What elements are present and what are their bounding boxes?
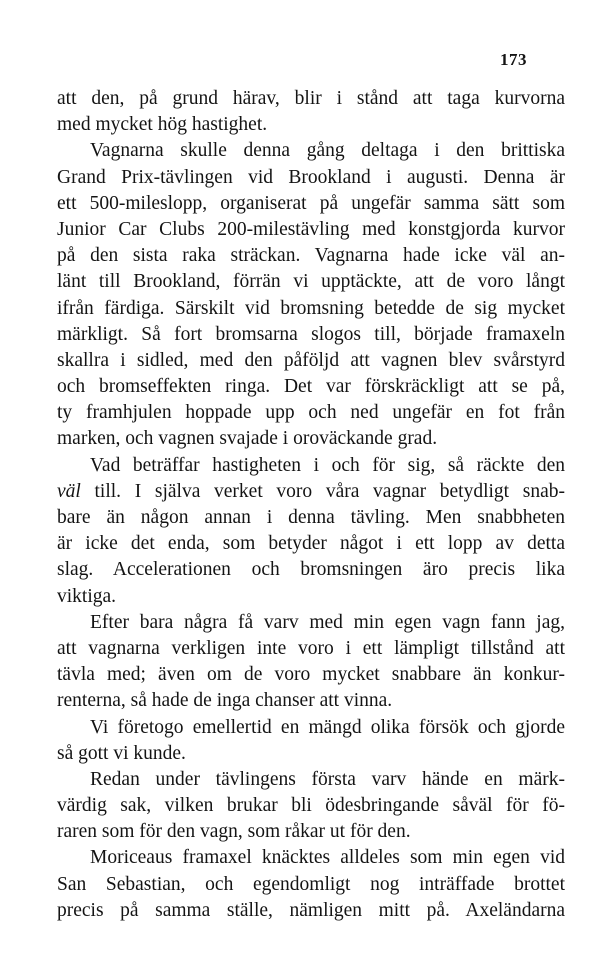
text-line: att vagnarna verkligen inte voro i ett lämpligt tillstånd att: [57, 637, 565, 659]
body-text: [57, 86, 565, 924]
text-line: med mycket hög hastighet.: [57, 114, 268, 136]
text-line: skallra i sidled, med den påföljd att vagnen blev svårstyrd: [57, 349, 565, 371]
text-line: bare än någon annan i denna tävling. Men snabbheten: [57, 507, 565, 528]
text-line: att den, på grund härav, blir i stånd att taga kurvorna: [57, 88, 565, 109]
text-line: tävla med; även om de voro mycket snabbare än konkur-: [57, 664, 565, 686]
text-line: Moriceaus framaxel knäcktes alldeles som min egen vid: [90, 847, 565, 869]
text-line: slag. Accelerationen och bromsningen äro precis lika: [57, 559, 565, 581]
text-line: ty framhjulen hoppade upp och ned ungefär en fot från: [57, 402, 565, 424]
text-line: så gott vi kunde.: [57, 742, 186, 764]
text-line: Vi företogo emellertid en mängd olika försök och gjorde: [90, 716, 565, 738]
text-line: precis på samma ställe, nämligen mitt på. Axeländarna: [57, 899, 565, 921]
text-line: Redan under tävlingens första varv hände en märk-: [90, 768, 565, 790]
text-line: Vad beträffar hastigheten i och för sig, så räckte den: [90, 454, 565, 476]
text-line: San Sebastian, och egendomligt nog inträffade brottet: [57, 873, 565, 895]
text-line: Efter bara några få varv med min egen vagn fann jag,: [90, 611, 565, 633]
text-line: på den sista raka sträckan. Vagnarna hade icke väl an-: [57, 245, 565, 267]
text-line: märkligt. Så fort bromsarna slogos till, började framaxeln: [57, 323, 565, 345]
text-line: länt till Brookland, förrän vi upptäckte, att de voro långt: [57, 271, 565, 293]
text-line: Junior Car Clubs 200-milestävling med konstgjorda kurvor: [57, 218, 565, 240]
page-number: 173: [500, 50, 527, 69]
text-line: och bromseffekten ringa. Det var förskräckligt att se på,: [57, 376, 565, 398]
text-line: viktiga.: [57, 585, 117, 607]
text-line: ett 500-mileslopp, organiserat på ungefär samma sätt som: [57, 192, 565, 214]
text-line: marken, och vagnen svajade i oroväckande grad.: [57, 428, 438, 450]
text-line: Vagnarna skulle denna gång deltaga i den brittiska: [90, 140, 565, 162]
line-text: till. I själva verket voro våra vagnar betydligt snab-: [80, 480, 565, 502]
italic-word: väl: [57, 480, 81, 502]
text-line: Grand Prix-tävlingen vid Brookland i augusti. Denna är: [57, 166, 565, 188]
text-line: raren som för den vagn, som råkar ut för den.: [57, 821, 411, 843]
text-line: renterna, så hade de inga chanser att vinna.: [57, 690, 393, 712]
text-line: [57, 479, 565, 505]
text-line: ifrån färdiga. Särskilt vid bromsning betedde de sig mycket: [57, 297, 565, 319]
text-line: värdig sak, vilken brukar bli ödesbringande såväl för fö-: [57, 795, 565, 817]
text-line: är icke det enda, som betyder något i ett lopp av detta: [57, 533, 565, 555]
